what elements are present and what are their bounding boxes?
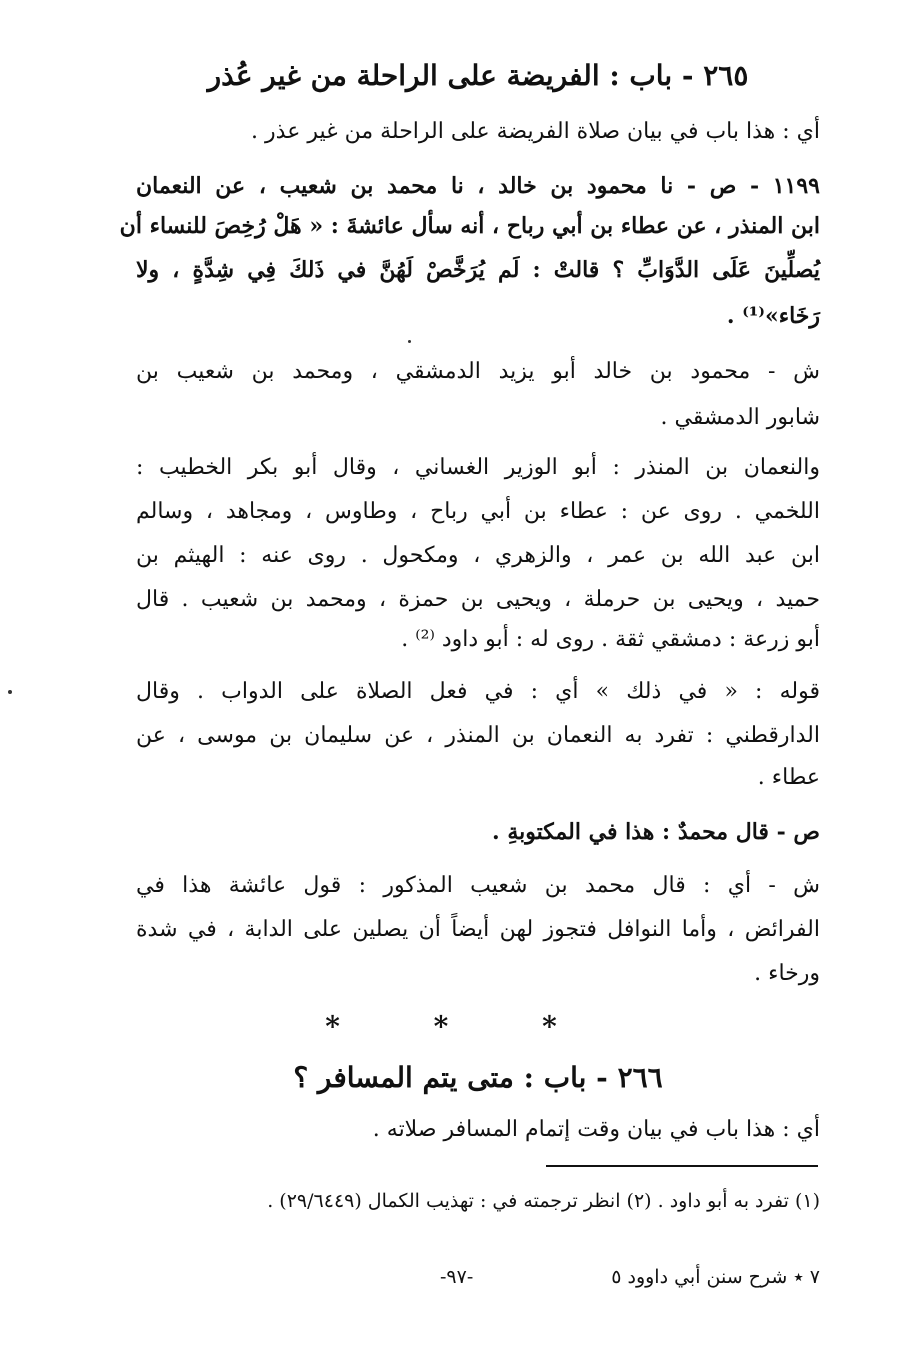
commentary-line: قوله : « في ذلك » أي : في فعل الصلاة على الدواب . وقال (136, 679, 820, 704)
commentary-line: ابن عبد الله بن عمر ، والزهري ، ومكحول . روى عنه : الهيثم بن (136, 543, 820, 568)
commentary-line: ورخاء . (754, 961, 820, 986)
commentary-line: الدارقطني : تفرد به النعمان بن المنذر ، عن سليمان بن موسى ، عن (136, 723, 820, 748)
hadith-text-maktuba: ص - قال محمدٌ : هذا في المكتوبةِ . (492, 819, 820, 845)
commentary-line: عطاء . (757, 765, 820, 790)
section-separator-stars: * * * (325, 1010, 599, 1043)
commentary-line: ش - أي : قال محمد بن شعيب المذكور : قول عائشة هذا في (136, 873, 820, 898)
footnote-separator (546, 1165, 818, 1167)
commentary-line: اللخمي . روى عن : عطاء بن أبي رباح ، وطاوس ، ومجاهد ، وسالم (136, 499, 820, 524)
commentary-line: الفرائض ، وأما النوافل فتجوز لهن أيضاً أن يصلين على الدابة ، في شدة (136, 917, 820, 942)
commentary-line: والنعمان بن المنذر : أبو الوزير الغساني ، وقال أبو بكر الخطيب : (136, 455, 820, 480)
hadith-line: رَخَاء»⁽¹⁾ . (726, 303, 820, 329)
signature-line: ٧ ٭ شرح سنن أبي داوود ٥ (611, 1266, 820, 1288)
scan-speck (8, 690, 12, 694)
scan-speck (408, 340, 411, 343)
commentary-line: أبو زرعة : دمشقي ثقة . روى له : أبو داود ⁽²⁾ . (401, 627, 820, 652)
footnotes: (١) تفرد به أبو داود . (٢) انظر ترجمته في : تهذيب الكمال (٢٩/٦٤٤٩) . (267, 1190, 820, 1212)
page-number: -٩٧- (440, 1266, 474, 1288)
hadith-line: ابن المنذر ، عن عطاء بن أبي رباح ، أنه سأل عائشةَ : « هَلْ رُخِصَ للنساء أن (119, 213, 820, 239)
commentary-line: شابور الدمشقي . (660, 405, 820, 430)
hadith-line: ١١٩٩ - ص - نا محمود بن خالد ، نا محمد بن شعيب ، عن النعمان (136, 173, 820, 199)
chapter-heading-266: ٢٦٦ - باب : متى يتم المسافر ؟ (293, 1061, 663, 1094)
chapter-intro: أي : هذا باب في بيان صلاة الفريضة على الراحلة من غير عذر . (251, 119, 820, 144)
commentary-line: ش - محمود بن خالد أبو يزيد الدمشقي ، ومحمد بن شعيب بن (136, 359, 820, 384)
commentary-line: حميد ، ويحيى بن حرملة ، ويحيى بن حمزة ، ومحمد بن شعيب . قال (136, 587, 820, 612)
hadith-line: يُصلِّينَ عَلَى الدَّوَابِّ ؟ قالتْ : لَم يُرَخَّصْ لَهُنَّ في ذَلكَ فِي شِدَّةٍ ، ولا (136, 257, 820, 283)
chapter-heading-265: ٢٦٥ - باب : الفريضة على الراحلة من غير عُذر (207, 59, 749, 92)
chapter-intro-266: أي : هذا باب في بيان وقت إتمام المسافر صلاته . (372, 1117, 820, 1142)
